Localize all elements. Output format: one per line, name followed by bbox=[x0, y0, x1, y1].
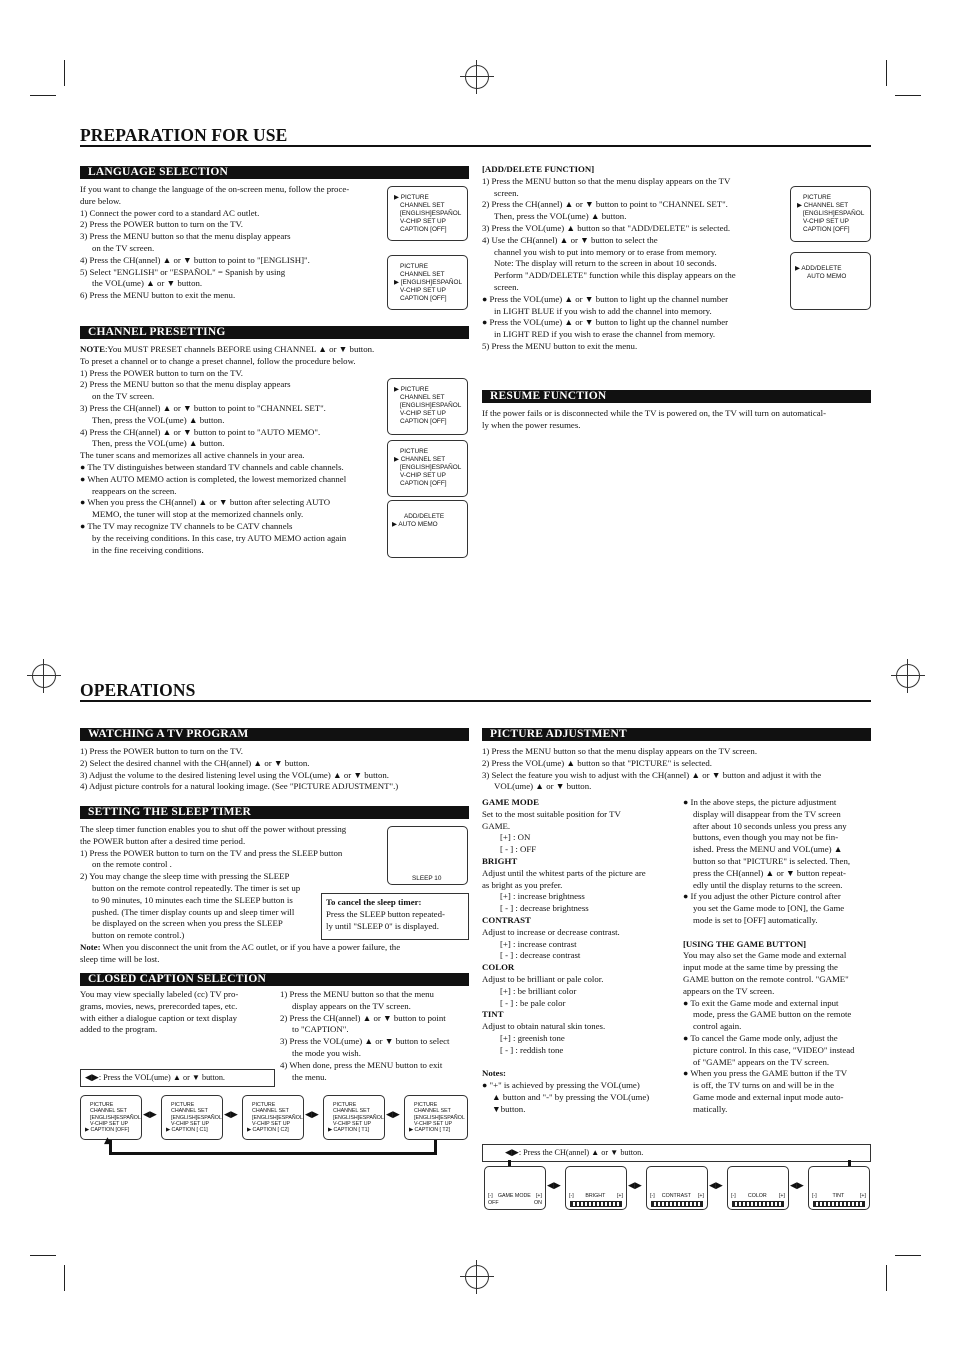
osd-line: [ENGLISH]ESPAÑOL bbox=[400, 401, 462, 409]
arrow-icon: ◀▶ bbox=[628, 1181, 642, 1191]
arrow-icon: ◀▶ bbox=[709, 1181, 723, 1191]
text-line: input mode at the same time by pressing the bbox=[683, 962, 838, 973]
watching-text bbox=[80, 746, 460, 793]
arrow-icon: ◀▶ bbox=[143, 1110, 157, 1120]
text-line: VOL(ume) ▲ or ▼ button. bbox=[494, 781, 592, 792]
osd-line: AUTO MEMO bbox=[807, 272, 847, 280]
osd-sleep-box bbox=[387, 826, 468, 885]
text-line: Adjust to increase or decrease contrast. bbox=[482, 926, 620, 937]
osd-line: ▶ CAPTION [ C2] bbox=[247, 1127, 289, 1134]
text-line: ● In the above steps, the picture adjustment bbox=[683, 797, 837, 807]
osd-line: CHANNEL SET bbox=[90, 1108, 127, 1115]
text-line: 1) Connect the power cord to a standard AC outlet. bbox=[80, 207, 260, 218]
osd-plus: [+] bbox=[616, 1193, 623, 1199]
text-line: [ - ] : decrease contrast bbox=[500, 950, 581, 961]
osd-line: CAPTION [OFF] bbox=[400, 479, 447, 487]
text-line: mode, press the GAME button on the remote bbox=[693, 1009, 852, 1020]
osd-adjust-box bbox=[727, 1166, 789, 1210]
text-line: the menu. bbox=[292, 1071, 327, 1082]
osd-minus: [-] bbox=[731, 1193, 736, 1199]
text-line: button so that "PICTURE" is selected. Then, bbox=[693, 855, 851, 866]
text-line: [ - ] : decrease brightness bbox=[500, 903, 589, 914]
osd-name: GAME MODE bbox=[497, 1193, 531, 1199]
text-line: 1) Press the POWER button to turn on the TV. bbox=[80, 746, 243, 756]
osd-line: ▶ CHANNEL SET bbox=[394, 455, 446, 463]
text-line: mode is set to [OFF] automatically. bbox=[693, 914, 818, 925]
osd-line: PICTURE bbox=[333, 1102, 357, 1108]
osd-minus: [-] bbox=[569, 1193, 574, 1199]
text-line: screen. bbox=[494, 281, 519, 292]
text-line: buttons, even though you may not be fin- bbox=[693, 832, 839, 843]
loop-line bbox=[109, 1152, 437, 1155]
crop-mark bbox=[886, 60, 887, 86]
osd-line: V-CHIP SET UP bbox=[400, 409, 446, 417]
text-line: button on the remote control repeatedly. The timer is set up bbox=[92, 882, 301, 893]
sub-heading: COLOR bbox=[482, 962, 515, 973]
osd-line: CAPTION [OFF] bbox=[400, 225, 447, 233]
osd-menu-box bbox=[387, 186, 468, 241]
osd-on: ON bbox=[534, 1200, 542, 1206]
text-line: ● To cancel the Game mode only, adjust the bbox=[683, 1032, 838, 1043]
crop-mark bbox=[895, 1255, 921, 1256]
osd-line: ADD/DELETE bbox=[404, 513, 445, 520]
osd-line: PICTURE bbox=[803, 194, 832, 201]
text-line: ● The TV distinguishes between standard TV channels and cable channels. bbox=[80, 461, 344, 472]
text-line: 3) Press the VOL(ume) ▲ or ▼ button to select bbox=[280, 1036, 450, 1047]
text-line: the POWER button after a desired time period. bbox=[80, 835, 246, 846]
sub-heading: BRIGHT bbox=[482, 855, 518, 866]
crop-mark bbox=[64, 1265, 65, 1291]
channel-text bbox=[80, 344, 385, 556]
osd-menu-box bbox=[387, 378, 468, 435]
osd-menu-box bbox=[790, 186, 871, 242]
text-line: 4) Press the CH(annel) ▲ or ▼ button to point to "[ENGLISH]". bbox=[80, 254, 310, 265]
text-line: is off, the TV turns on and will be in the bbox=[693, 1080, 834, 1091]
text-line: button on remote control.) bbox=[92, 930, 185, 941]
osd-line: PICTURE bbox=[90, 1102, 114, 1108]
sub-heading: TINT bbox=[482, 1009, 504, 1020]
section-bar-channel: CHANNEL PRESETTING bbox=[80, 326, 469, 339]
registration-mark bbox=[465, 1265, 489, 1289]
osd-name: TINT bbox=[832, 1193, 845, 1199]
text-line: as bright as you prefer. bbox=[482, 879, 563, 890]
osd-line: ▶ CAPTION [ C1] bbox=[166, 1127, 208, 1134]
osd-line: ▶ ADD/DELETE bbox=[795, 265, 842, 272]
osd-line: V-CHIP SET UP bbox=[400, 217, 446, 225]
text-line: 3) Press the CH(annel) ▲ or ▼ button to point to "CHANNEL SET". bbox=[80, 402, 326, 413]
text-line: display will disappear from the TV screen bbox=[693, 808, 841, 819]
adjust-scale-bar bbox=[570, 1201, 622, 1207]
text-line: ished. Press the MENU and VOL(ume) ▲ bbox=[693, 844, 843, 855]
text-line: edly until the display returns to the screen. bbox=[693, 879, 843, 890]
text-line: ● To exit the Game mode and external input bbox=[683, 997, 839, 1008]
osd-line: V-CHIP SET UP bbox=[803, 217, 849, 225]
text-line: 2) Press the VOL(ume) ▲ button so that "PICTURE" is selected. bbox=[482, 757, 712, 768]
text-line: ● When you press the CH(annel) ▲ or ▼ button after selecting AUTO bbox=[80, 497, 331, 508]
osd-line: CAPTION [OFF] bbox=[400, 417, 447, 425]
text-line: reappears on the screen. bbox=[92, 485, 177, 496]
arrow-icon: ◀▶ bbox=[386, 1110, 400, 1120]
crop-mark bbox=[895, 95, 921, 96]
text-line: 1) Press the MENU button so that the menu bbox=[280, 989, 434, 999]
picture-left-column bbox=[482, 797, 677, 1116]
text-line: If the power fails or is disconnected while the TV is powered on, the TV will turn on automatical- bbox=[482, 408, 827, 418]
osd-adjust-box bbox=[808, 1166, 870, 1210]
text-line: Note: The display will return to the screen in about 10 seconds. bbox=[494, 258, 717, 269]
text-line: You may view specially labeled (cc) TV pro- bbox=[80, 989, 239, 999]
osd-caption-box bbox=[161, 1095, 223, 1140]
note-label: Note: bbox=[80, 942, 101, 952]
text-line: control again. bbox=[693, 1021, 742, 1032]
text-line: 5) Press the MENU button to exit the menu. bbox=[482, 340, 638, 351]
osd-line: [ENGLISH]ESPAÑOL bbox=[90, 1114, 141, 1121]
adjust-scale-bar bbox=[732, 1201, 784, 1207]
section-bar-language: LANGUAGE SELECTION bbox=[80, 166, 469, 179]
text-line: you set the Game mode to [ON], the Game bbox=[693, 903, 845, 914]
text-line: Game mode and external input mode auto- bbox=[693, 1091, 844, 1102]
text-line: [ - ] : OFF bbox=[500, 844, 537, 855]
text-line: The tuner scans and memorizes all active channels in your area. bbox=[80, 450, 305, 461]
text-line: display appears on the TV screen. bbox=[292, 1000, 411, 1011]
osd-line: ▶ PICTURE bbox=[394, 194, 429, 201]
text-line: to 90 minutes, 10 minutes each time the SLEEP button is bbox=[92, 894, 293, 905]
text-line: ● The TV may recognize TV channels to be CATV channels bbox=[80, 520, 293, 531]
osd-line: ▶ CHANNEL SET bbox=[797, 201, 849, 209]
osd-plus: [+] bbox=[697, 1193, 704, 1199]
text-line: on the TV screen. bbox=[92, 391, 155, 402]
text-line: ● When you press the GAME button if the TV bbox=[683, 1068, 848, 1079]
text-line: screen. bbox=[494, 187, 519, 198]
section-bar-resume: RESUME FUNCTION bbox=[482, 390, 871, 403]
osd-line: PICTURE bbox=[400, 448, 429, 455]
text-line: ▼button. bbox=[492, 1103, 526, 1114]
osd-line: [ENGLISH]ESPAÑOL bbox=[171, 1114, 222, 1121]
language-text bbox=[80, 184, 382, 302]
text-line: in LIGHT BLUE if you wish to add the channel into memory. bbox=[494, 305, 712, 316]
text-line: 4) Use the CH(annel) ▲ or ▼ button to select the bbox=[482, 234, 658, 245]
text-line: Set to the most suitable position for TV bbox=[482, 808, 621, 819]
text-line: If you want to change the language of the on-screen menu, follow the proce- bbox=[80, 184, 350, 194]
text-line: [+] : increase contrast bbox=[500, 938, 577, 949]
legend-text: : Press the VOL(ume) ▲ or ▼ button. bbox=[98, 1073, 225, 1082]
osd-name: COLOR bbox=[747, 1193, 767, 1199]
osd-line: ▶ [ENGLISH]ESPAÑOL bbox=[394, 278, 463, 286]
osd-line: V-CHIP SET UP bbox=[414, 1120, 453, 1127]
text-line: 2) Press the CH(annel) ▲ or ▼ button to point bbox=[280, 1012, 446, 1023]
arrow-icon: ◀▶ bbox=[305, 1110, 319, 1120]
osd-menu-box bbox=[387, 440, 468, 497]
page-title-ops: OPERATIONS bbox=[80, 680, 196, 700]
text-line: ● When AUTO MEMO action is completed, the lowest memorized channel bbox=[80, 473, 347, 484]
caption-legend bbox=[80, 1069, 275, 1087]
text-line: 1) Press the MENU button so that the menu display appears on the TV bbox=[482, 175, 731, 186]
adjust-scale-bar bbox=[813, 1201, 865, 1207]
section-bar-watching: WATCHING A TV PROGRAM bbox=[80, 728, 469, 741]
text-line: ly when the power resumes. bbox=[482, 419, 581, 430]
osd-minus: [-] bbox=[488, 1193, 493, 1199]
text-line: 1) Press the MENU button so that the menu display appears on the TV screen. bbox=[482, 746, 758, 756]
arrow-up-icon: ▲ bbox=[104, 1136, 111, 1146]
text-line: 5) Select "ENGLISH" or "ESPAÑOL" = Spanish by using bbox=[80, 266, 286, 277]
osd-line: [ENGLISH]ESPAÑOL bbox=[333, 1114, 384, 1121]
osd-line: [ENGLISH]ESPAÑOL bbox=[400, 463, 462, 471]
osd-plus: [+] bbox=[535, 1193, 542, 1199]
section-bar-picture: PICTURE ADJUSTMENT bbox=[482, 728, 871, 741]
arrow-icon: ◀▶ bbox=[224, 1110, 238, 1120]
text-line: MEMO, the tuner will stop at the memorized channels only. bbox=[92, 509, 304, 520]
callout-text: Press the SLEEP button repeated- bbox=[326, 908, 445, 919]
osd-plus: [+] bbox=[778, 1193, 785, 1199]
callout-heading: To cancel the sleep timer: bbox=[326, 897, 422, 907]
text-line: with either a dialogue caption or text display bbox=[80, 1012, 238, 1023]
callout-text: ly until "SLEEP 0" is displayed. bbox=[326, 920, 439, 931]
osd-line: ▶ CAPTION [ T2] bbox=[409, 1127, 451, 1134]
text-line: [ - ] : be pale color bbox=[500, 997, 566, 1008]
osd-line: PICTURE bbox=[400, 263, 429, 270]
osd-line: ▶ CAPTION [ T1] bbox=[328, 1127, 370, 1134]
text-line: dure below. bbox=[80, 195, 121, 206]
text-line: 3) Press the MENU button so that the menu display appears bbox=[80, 231, 291, 242]
registration-mark bbox=[32, 664, 56, 688]
text-line: channel you wish to put into memory or to erase from memory. bbox=[494, 246, 717, 257]
text-line: 6) Press the MENU button to exit the menu. bbox=[80, 290, 236, 301]
sub-heading: GAME MODE bbox=[482, 797, 539, 807]
text-line: appears on the TV screen. bbox=[683, 985, 775, 996]
text-line: in LIGHT RED if you wish to erase the channel from memory. bbox=[494, 329, 716, 340]
registration-mark bbox=[465, 65, 489, 89]
text-line: 3) Adjust the volume to the desired listening level using the VOL(ume) ▲ or ▼ button. bbox=[80, 769, 389, 780]
osd-name: CONTRAST bbox=[661, 1193, 691, 1199]
osd-line: CHANNEL SET bbox=[400, 201, 445, 209]
text-line: Perform "ADD/DELETE" function while this display appears on the bbox=[494, 270, 736, 281]
adddel-text bbox=[482, 164, 782, 353]
text-line: be displayed on the screen when you press the SLEEP bbox=[92, 918, 283, 929]
registration-mark bbox=[896, 664, 920, 688]
picture-steps bbox=[482, 746, 871, 793]
osd-line: V-CHIP SET UP bbox=[400, 286, 446, 294]
arrow-icon: ◀▶ bbox=[547, 1181, 561, 1191]
osd-caption-box bbox=[323, 1095, 385, 1140]
osd-line: CHANNEL SET bbox=[171, 1108, 208, 1115]
adjust-scale-bar bbox=[651, 1201, 703, 1207]
arrow-icon: ◀▶ bbox=[790, 1181, 804, 1191]
osd-name: BRIGHT bbox=[585, 1193, 606, 1199]
sleep-note bbox=[80, 942, 469, 966]
osd-caption-box bbox=[80, 1095, 142, 1140]
caption-right-text bbox=[280, 989, 470, 1083]
osd-line: PICTURE bbox=[171, 1102, 195, 1108]
text-line: 2) Press the POWER button to turn on the TV. bbox=[80, 219, 243, 230]
osd-caption-box bbox=[242, 1095, 304, 1140]
text-line: 1) Press the POWER button to turn on the TV. bbox=[80, 367, 243, 378]
text-line: GAME button on the remote control. "GAME" bbox=[683, 973, 849, 984]
left-right-arrow-icon: ◀▶ bbox=[85, 1073, 99, 1083]
text-line: added to the program. bbox=[80, 1024, 158, 1035]
text-line: of "GAME" appears on the TV screen. bbox=[693, 1056, 830, 1067]
osd-line: V-CHIP SET UP bbox=[333, 1120, 372, 1127]
osd-line: V-CHIP SET UP bbox=[400, 471, 446, 479]
osd-line: CAPTION [OFF] bbox=[803, 225, 850, 233]
crop-mark bbox=[30, 95, 56, 96]
page-title-prep: PREPARATION FOR USE bbox=[80, 125, 288, 145]
text-line: Adjust until the whitest parts of the picture are bbox=[482, 867, 646, 878]
osd-menu-box bbox=[387, 255, 468, 310]
sub-heading: CONTRAST bbox=[482, 914, 531, 925]
osd-line: [ENGLISH]ESPAÑOL bbox=[803, 209, 865, 217]
text-line: Then, press the VOL(ume) ▲ button. bbox=[494, 211, 627, 222]
osd-line: ▶ CAPTION [OFF] bbox=[85, 1127, 130, 1134]
note-text: :You MUST PRESET channels BEFORE using CHANNEL ▲ or ▼ button. bbox=[104, 344, 375, 354]
text-line: ● "+" is achieved by pressing the VOL(ume) bbox=[482, 1080, 640, 1091]
osd-line: ▶ PICTURE bbox=[394, 386, 429, 393]
text-line: Then, press the VOL(ume) ▲ button. bbox=[92, 438, 225, 449]
text-line: on the remote control . bbox=[92, 859, 172, 870]
osd-adjust-box bbox=[484, 1166, 546, 1210]
osd-menu-box bbox=[790, 252, 871, 310]
text-line: picture control. In this case, "VIDEO" instead bbox=[693, 1044, 855, 1055]
text-line: 1) Press the POWER button to turn on the TV and press the SLEEP button bbox=[80, 847, 343, 858]
text-line: Adjust to obtain natural skin tones. bbox=[482, 1021, 606, 1032]
osd-line: CHANNEL SET bbox=[333, 1108, 370, 1115]
text-line: the VOL(ume) ▲ or ▼ button. bbox=[92, 278, 203, 289]
text-line: pushed. (The timer display counts up and sleep timer will bbox=[92, 906, 295, 917]
text-line: 2) You may change the sleep time with pressing the SLEEP bbox=[80, 871, 290, 882]
osd-off: OFF bbox=[488, 1200, 499, 1206]
osd-minus: [-] bbox=[812, 1193, 817, 1199]
picture-right-column bbox=[683, 797, 873, 1116]
caption-left-text bbox=[80, 989, 270, 1036]
text-line: [+] : be brilliant color bbox=[500, 985, 577, 996]
text-line bbox=[482, 1057, 677, 1069]
note-text: When you disconnect the unit from the AC outlet, or if you have a power failure, the bbox=[100, 942, 401, 952]
osd-line: CHANNEL SET bbox=[400, 393, 445, 401]
osd-line: [ENGLISH]ESPAÑOL bbox=[252, 1114, 303, 1121]
text-line: press the CH(annel) ▲ or ▼ button repeat- bbox=[693, 867, 846, 878]
osd-line: CAPTION [OFF] bbox=[400, 294, 447, 302]
cancel-sleep-callout bbox=[321, 893, 469, 940]
text-line: GAME. bbox=[482, 820, 511, 831]
text-line: after about 10 seconds unless you press any bbox=[693, 820, 847, 831]
note-label: NOTE bbox=[80, 344, 105, 354]
text-line: 4) When done, press the MENU button to exit bbox=[280, 1059, 443, 1070]
text-line: 2) Press the MENU button so that the menu display appears bbox=[80, 379, 291, 390]
resume-text bbox=[482, 408, 871, 432]
osd-line: V-CHIP SET UP bbox=[252, 1120, 291, 1127]
text-line: Adjust to be brilliant or pale color. bbox=[482, 973, 604, 984]
osd-plus: [+] bbox=[859, 1193, 866, 1199]
text-line: [+] : increase brightness bbox=[500, 891, 585, 902]
osd-caption-box bbox=[404, 1095, 468, 1140]
text-line: ● Press the VOL(ume) ▲ or ▼ button to light up the channel number bbox=[482, 293, 729, 304]
osd-line: CHANNEL SET bbox=[414, 1108, 451, 1115]
text-line: 4) Adjust picture controls for a natural looking image. (See "PICTURE ADJUSTMENT".) bbox=[80, 781, 399, 792]
text-line: [ - ] : reddish tone bbox=[500, 1044, 564, 1055]
text-line: The sleep timer function enables you to shut off the power without pressing bbox=[80, 824, 347, 834]
osd-adjust-box bbox=[646, 1166, 708, 1210]
osd-line: [ENGLISH]ESPAÑOL bbox=[414, 1114, 465, 1121]
osd-line: CHANNEL SET bbox=[400, 270, 445, 278]
osd-menu-box bbox=[387, 500, 468, 558]
text-line: to "CAPTION". bbox=[292, 1024, 349, 1035]
text-line: ● Press the VOL(ume) ▲ or ▼ button to light up the channel number bbox=[482, 317, 729, 328]
osd-line: PICTURE bbox=[414, 1102, 438, 1108]
text-line: [+] : greenish tone bbox=[500, 1032, 565, 1043]
left-right-arrow-icon: ◀▶ bbox=[505, 1148, 519, 1158]
text-line: 2) Press the CH(annel) ▲ or ▼ button to point to "CHANNEL SET". bbox=[482, 199, 728, 210]
adddel-heading: [ADD/DELETE FUNCTION] bbox=[482, 164, 595, 174]
text-line: 3) Select the feature you wish to adjust with the CH(annel) ▲ or ▼ button and adjust it with the bbox=[482, 769, 822, 780]
osd-line: V-CHIP SET UP bbox=[171, 1120, 210, 1127]
text-line bbox=[683, 927, 873, 939]
text-line: 2) Select the desired channel with the CH(annel) ▲ or ▼ button. bbox=[80, 757, 310, 768]
osd-line: SLEEP 10 bbox=[412, 875, 442, 882]
crop-mark bbox=[30, 1255, 56, 1256]
osd-line: CHANNEL SET bbox=[252, 1108, 289, 1115]
text-line: 4) Press the CH(annel) ▲ or ▼ button to point to "AUTO MEMO". bbox=[80, 426, 321, 437]
section-bar-sleep: SETTING THE SLEEP TIMER bbox=[80, 806, 469, 819]
title-rule bbox=[80, 145, 871, 147]
note-text: sleep time will be lost. bbox=[80, 953, 160, 964]
text-line: matically. bbox=[693, 1103, 728, 1114]
title-rule bbox=[80, 700, 871, 702]
text-line: the mode you wish. bbox=[292, 1047, 361, 1058]
text-line: grams, movies, news, prerecorded tapes, etc. bbox=[80, 1000, 238, 1011]
text-line: You may also set the Game mode and external bbox=[683, 950, 847, 961]
picture-legend bbox=[482, 1144, 871, 1162]
text-line: 3) Press the VOL(ume) ▲ button so that "ADD/DELETE" is selected. bbox=[482, 222, 731, 233]
text-line: Then, press the VOL(ume) ▲ button. bbox=[92, 414, 225, 425]
sub-heading: Notes: bbox=[482, 1068, 506, 1079]
text-line: by the receiving conditions. In this case, try AUTO MEMO action again bbox=[92, 532, 347, 543]
osd-line: [ENGLISH]ESPAÑOL bbox=[400, 209, 462, 217]
osd-minus: [-] bbox=[650, 1193, 655, 1199]
osd-line: ▶ AUTO MEMO bbox=[392, 520, 438, 528]
osd-line: V-CHIP SET UP bbox=[90, 1120, 129, 1127]
sub-heading: [USING THE GAME BUTTON] bbox=[683, 938, 807, 949]
text-line: [+] : ON bbox=[500, 832, 531, 843]
crop-mark bbox=[886, 1265, 887, 1291]
section-bar-caption: CLOSED CAPTION SELECTION bbox=[80, 973, 469, 986]
text-line: ▲ button and "-" by pressing the VOL(ume) bbox=[492, 1091, 650, 1102]
text-line: on the TV screen. bbox=[92, 242, 155, 253]
text-line: in the fine receiving conditions. bbox=[92, 544, 204, 555]
text-line: To preset a channel or to change a preset channel, follow the procedure below. bbox=[80, 355, 356, 366]
crop-mark bbox=[64, 60, 65, 86]
legend-text: : Press the CH(annel) ▲ or ▼ button. bbox=[518, 1148, 644, 1157]
osd-adjust-box bbox=[565, 1166, 627, 1210]
text-line: ● If you adjust the other Picture control after bbox=[683, 891, 841, 902]
osd-line: PICTURE bbox=[252, 1102, 276, 1108]
